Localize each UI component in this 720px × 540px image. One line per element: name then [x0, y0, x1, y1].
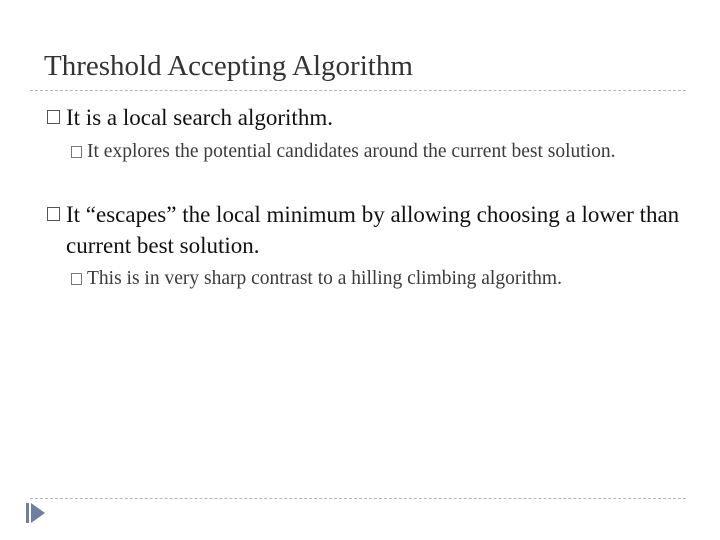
bullet-item: [66, 199, 691, 261]
slide-nav-bar-icon: [26, 503, 29, 523]
square-bullet-icon: [71, 146, 82, 158]
bullet-text: It “escapes” the local minimum by allowing choosing a lower than current best solution.: [66, 202, 680, 258]
sub-bullet-text: It explores the potential candidates around the current best solution.: [87, 141, 616, 162]
sub-bullet-item: [87, 139, 657, 164]
bullet-item: [66, 102, 676, 133]
square-bullet-icon: [47, 110, 60, 124]
slide-title: Threshold Accepting Algorithm: [44, 50, 413, 82]
square-bullet-icon: [71, 273, 82, 285]
slide-nav-arrow-icon[interactable]: [31, 503, 45, 523]
sub-bullet-text: This is in very sharp contrast to a hilling climbing algorithm.: [87, 268, 562, 289]
sub-bullet-item: [87, 266, 607, 291]
footer-divider: [30, 498, 686, 499]
bullet-text: It is a local search algorithm.: [66, 105, 333, 130]
square-bullet-icon: [47, 207, 60, 221]
title-divider: [30, 90, 686, 91]
